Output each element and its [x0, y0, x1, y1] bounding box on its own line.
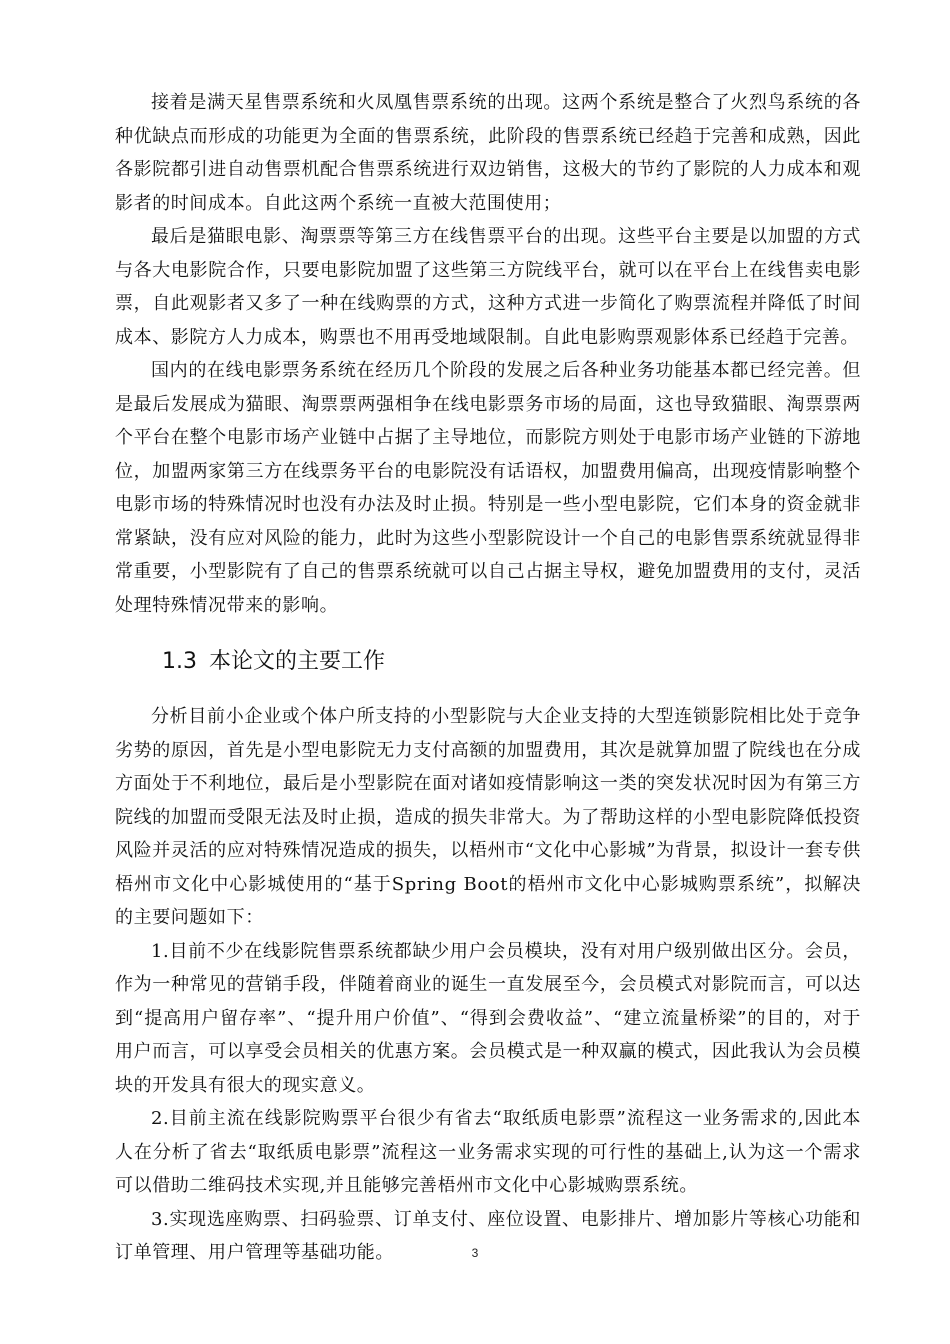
page-body: [115, 86, 861, 1270]
section-number: 1.3: [162, 649, 197, 674]
list-item-core-functions: 3.实现选座购票、扫码验票、订单支付、座位设置、电影排片、增加影片等核心功能和订单管理、用户管理等基础功能。: [115, 1208, 861, 1263]
section-heading: [115, 642, 861, 682]
list-item-member-module: 1.目前不少在线影院售票系统都缺少用户会员模块，没有对用户级别做出区分。会员，作为一种常见的营销手段，伴随着商业的诞生一直发展至今，会员模式对影院而言，可以达到“提高用户留存率”、“提升用户价值”、“得到会费收益”、“建立流量桥梁”的目的，对于用户而言，可以享受会员相关的优惠方案。会员模式是一种双赢的模式，因此我认为会员模块的开发具有很大的现实意义。: [115, 940, 861, 1096]
paragraph-domestic-status: 国内的在线电影票务系统在经历几个阶段的发展之后各种业务功能基本都已经完善。但是最后发展成为猫眼、淘票票两强相争在线电影票务市场的局面，这也导致猫眼、淘票票两个平台在整个电影市场产业链中占据了主导地位，而影院方则处于电影市场产业链的下游地位，加盟两家第三方在线票务平台的电影院没有话语权，加盟费用偏高，出现疫情影响整个电影市场的特殊情况时也没有办法及时止损。特别是一些小型电影院，它们本身的资金就非常紧缺，没有应对风险的能力，此时为这些小型影院设计一个自己的电影售票系统就显得非常重要，小型影院有了自己的售票系统就可以自己占据主导权，避免加盟费用的支付，灵活处理特殊情况带来的影响。: [115, 360, 861, 616]
page-number: 3: [471, 1246, 479, 1260]
paragraph-ticketing-systems: 接着是满天星售票系统和火凤凰售票系统的出现。这两个系统是整合了火烈鸟系统的各种优缺点而形成的功能更为全面的售票系统，此阶段的售票系统已经趋于完善和成熟，因此各影院都引进自动售票机配合售票系统进行双边销售，这极大的节约了影院的人力成本和观影者的时间成本。自此这两个系统一直被大范围使用；: [115, 92, 861, 214]
paragraph-third-party-platforms: 最后是猫眼电影、淘票票等第三方在线售票平台的出现。这些平台主要是以加盟的方式与各大电影院合作，只要电影院加盟了这些第三方院线平台，就可以在平台上在线售卖电影票，自此观影者又多了一种在线购票的方式，这种方式进一步简化了购票流程并降低了时间成本、影院方人力成本，购票也不用再受地域限制。自此电影购票观影体系已经趋于完善。: [115, 226, 861, 348]
section-title: 本论文的主要工作: [209, 649, 386, 674]
list-item-qr-code: 2.目前主流在线影院购票平台很少有省去“取纸质电影票”流程这一业务需求的,因此本人在分析了省去“取纸质电影票”流程这一业务需求实现的可行性的基础上,认为这一个需求可以借助二维码技术实现,并且能够完善梧州市文化中心影城购票系统。: [115, 1108, 861, 1196]
paragraph-analysis: 分析目前小企业或个体户所支持的小型影院与大企业支持的大型连锁影院相比处于竞争劣势的原因，首先是小型电影院无力支付高额的加盟费用，其次是就算加盟了院线也在分成方面处于不利地位，最后是小型影院在面对诸如疫情影响这一类的突发状况时因为有第三方院线的加盟而受限无法及时止损，造成的损失非常大。为了帮助这样的小型电影院降低投资风险并灵活的应对特殊情况造成的损失，以梧州市“文化中心影城”为背景，拟设计一套专供梧州市文化中心影城使用的“基于Spring Boot的梧州市文化中心影城购票系统”，拟解决的主要问题如下：: [115, 706, 861, 928]
